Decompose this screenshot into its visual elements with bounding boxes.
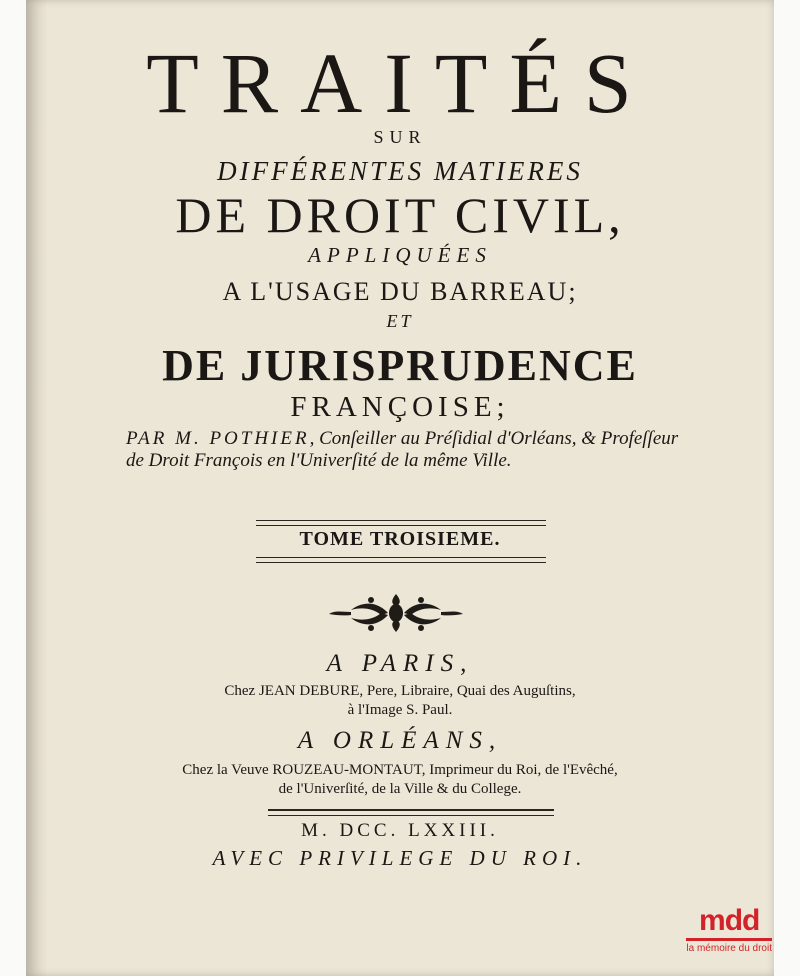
imprint-paris: A PARIS, <box>326 650 474 677</box>
watermark-logo <box>686 906 772 954</box>
title-appliquees: APPLIQUÉES <box>308 243 492 267</box>
title-page <box>26 0 774 976</box>
title-jurisprudence: DE JURISPRUDENCE <box>162 341 638 390</box>
publisher-paris-line-2: à l'Image S. Paul. <box>347 702 453 718</box>
book-title: TRAITÉS <box>146 35 654 131</box>
logo-mark: mdd <box>699 904 760 937</box>
title-droit-civil: DE DROIT CIVIL, <box>175 187 625 243</box>
title-et: ET <box>386 311 414 331</box>
title-francoise: FRANÇOISE; <box>290 391 510 423</box>
author-name: PAR M. POTHIER <box>126 428 310 449</box>
title-sur: SUR <box>373 127 427 147</box>
publication-date: M. DCC. LXXIII. <box>301 820 499 841</box>
author-credentials: , Conſeiller au Préſidial d'Orléans, & Profeſſeur de Droit François en l'Univerſité de la même Ville. <box>126 428 679 472</box>
title-usage: A L'USAGE DU BARREAU; <box>222 277 578 306</box>
printers-ornament-icon <box>321 588 471 638</box>
publisher-orleans-line-2: de l'Univerſité, de la Ville & du College. <box>278 781 522 797</box>
date-rule <box>268 809 554 816</box>
logo-tagline: la mémoire du droit <box>686 943 772 954</box>
top-rule <box>256 520 546 526</box>
tome-label: TOME TROISIEME. <box>299 528 501 550</box>
title-differentes: DIFFÉRENTES MATIERES <box>217 156 583 186</box>
author-line <box>126 428 686 473</box>
logo-bar <box>686 938 772 941</box>
privilege-line: AVEC PRIVILEGE DU ROI. <box>212 846 588 870</box>
publisher-paris-line-1: Chez JEAN DEBURE, Pere, Libraire, Quai des Auguſtins, <box>224 683 576 699</box>
publisher-orleans-line-1: Chez la Veuve ROUZEAU-MONTAUT, Imprimeur du Roi, de l'Evêché, <box>182 762 618 778</box>
bottom-rule <box>256 557 546 563</box>
imprint-orleans: A ORLÉANS, <box>297 727 503 754</box>
